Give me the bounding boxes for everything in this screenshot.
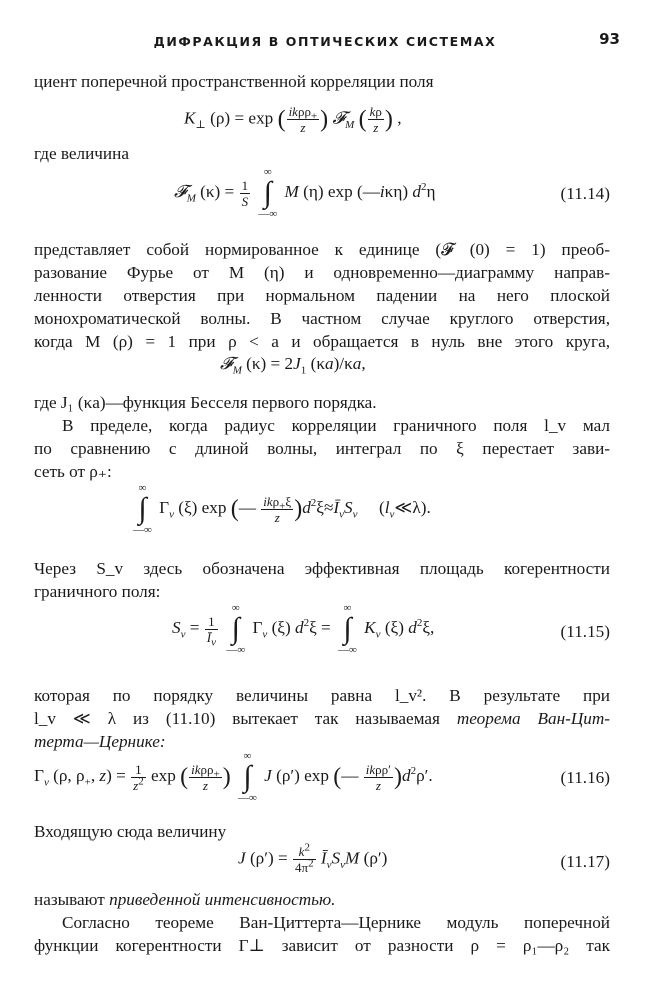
paragraph-8: Входящую сюда величину [34,822,227,841]
equation-11-16: $\Gamma_v$ (ρ, $\rho_+$, z) = $\frac{1}{z^2}$ exp ( $\frac{ik\rho\rho_+}{z}$ ) ∞ ∫ —∞ J (ρ′) exp (— $\frac{\text{ikρρ′}}{z}$ )$d^2\rho'$. (11.16) [34,750,610,804]
paragraph-9 [34,888,610,911]
paragraph-10-line-1: Согласно теореме Ван-Циттерта—Цернике модуль поперечной [62,913,610,932]
page-number: 93 [599,30,620,48]
paragraph-5-line-1: В пределе, когда радиус корреляции граничного поля l_v мал [62,416,610,435]
equation-number-11-17: (11.17) [560,852,610,871]
paragraph-6-line-2: граничного поля: [34,582,161,601]
paragraph-5-line-2: по сравнению с длиной волны, интеграл по ξ перестает зави- [34,439,610,458]
equation-bessel: 𝓕$_M$ $(\kappa) = 2J_1$ (κa)/κa, [220,354,366,377]
paragraph-5-line-3: сеть от ρ₊: [34,462,112,481]
paragraph-1: циент поперечной пространственной корреляции поля [34,72,434,91]
equation-11-14: 𝓕$_M$ (κ) = $\frac{1}{S}$ ∞ ∫ —∞ M (η) exp (—iκη) $d^2\eta$ (11.14) [174,166,610,220]
paragraph-6-line-1: Через S_v здесь обозначена эффективная площадь когерентности [34,559,610,578]
paragraph-3-line-1: представляет собой нормированное к единице (𝓕 (0) = 1) преоб- [34,240,610,259]
paragraph-2: где величина [34,144,129,163]
paragraph-4: где J₁ (κa)—функция Бесселя первого порядка. [34,393,377,412]
paragraph-7-line-3: терта—Цернике: [34,732,166,751]
paragraph-7-line-1: которая по порядку величины равна l_v². В результате при [34,686,610,705]
equation-limit: ∞ ∫ —∞ $\Gamma_v$ (ξ) exp (— $\frac{ik\rho_+\xi}{z}$ )$d^2\xi\approx Ī_vS_v$ $(l_v≪\lambda)$. [133,482,431,536]
equation-number-11-15: (11.15) [560,622,610,641]
paragraph-7-line-2 [34,707,610,730]
equation-11-15: $S_v$ = $\frac{1}{Ī_v}$ ∞ ∫ —∞ $\Gamma_v$ (ξ) $d^2\xi$ = ∞ ∫ —∞ $K_v$ (ξ) $d^2\xi$, (11.15) [172,602,610,656]
equation-number-11-16: (11.16) [560,768,610,787]
page-header [30,30,620,54]
paragraph-7-line-2-text: l_v ≪ λ из (11.10) вытекает так называемая [34,709,457,728]
paragraph-10-line-2: функции когерентности Γ⊥ зависит от разности ρ = ρ₁—ρ₂ так [34,936,610,955]
equation-number-11-14: (11.14) [560,184,610,203]
running-head: ДИФРАКЦИЯ В ОПТИЧЕСКИХ СИСТЕМАХ [153,34,497,49]
defined-term: приведенной интенсивностью. [109,890,336,909]
paragraph-9-text: называют [34,890,110,909]
paragraph-3-line-2: разование Фурье от M (η) и одновременно—диаграмму направ- [34,263,610,282]
equation-k-perp: $K_\perp$ (ρ) = exp ( $\frac{ik\rho\rho_+}{z}$ ) 𝓕$_M$ ( $\frac{k\rho}{z}$ ) , [184,104,402,135]
paragraph-3-line-3: ленности отверстия при нормальном падении на него плоской [34,286,610,305]
paragraph-3-line-4: монохроматической волны. В частном случае круглого отверстия, [34,309,610,328]
equation-11-17: J (ρ′) = $\frac{k^2}{4\pi^2}$ $Ī_vS_vM$ (ρ′) (11.17) [238,841,610,875]
paragraph-3-line-5: когда M (ρ) = 1 при ρ < a и обращается в нуль вне этого круга, [34,332,610,351]
theorem-name: теорема Ван-Цит- [456,709,610,728]
